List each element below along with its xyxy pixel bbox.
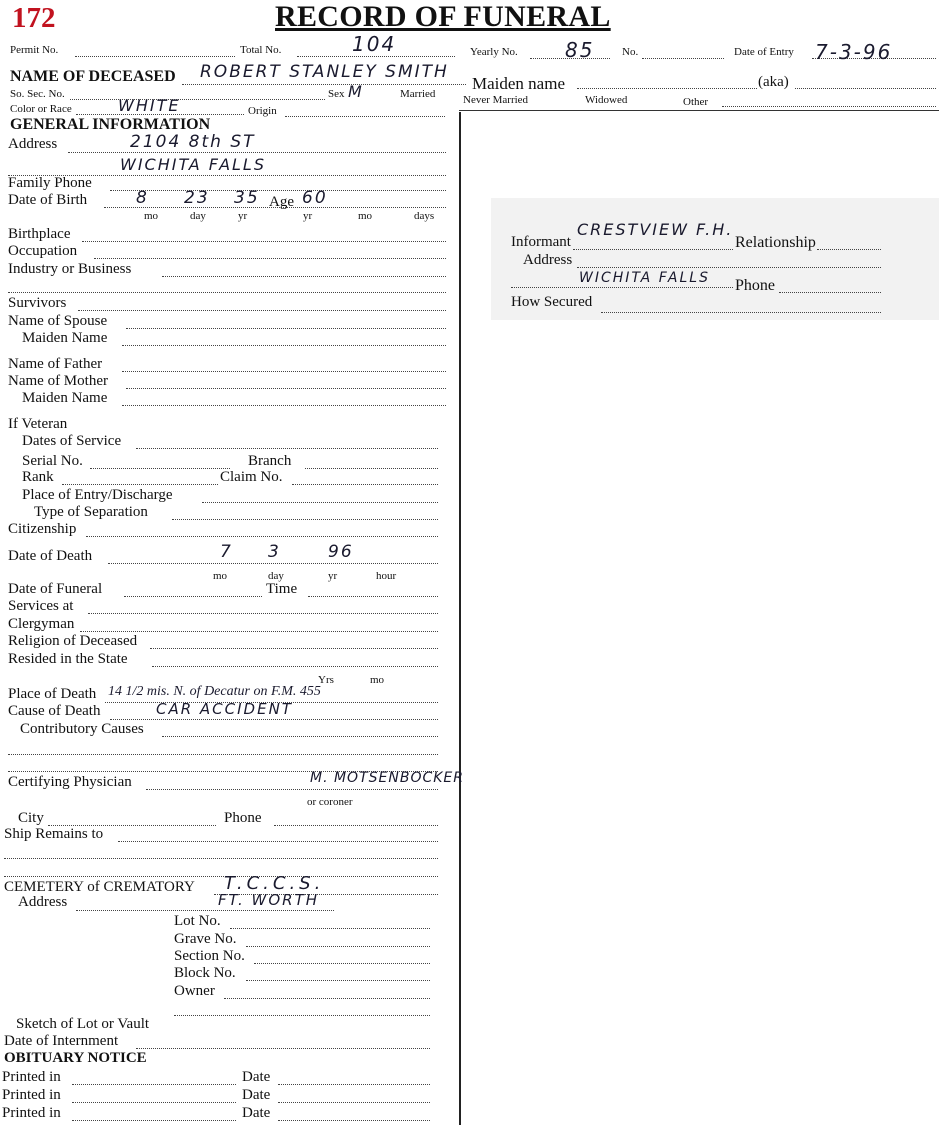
birthplace-line <box>82 241 446 242</box>
origin-label: Origin <box>248 105 277 117</box>
time-line <box>308 596 438 597</box>
record-number: 172 <box>12 2 56 34</box>
contributory-line <box>162 736 438 737</box>
unit-days: days <box>414 210 435 222</box>
industry-line <box>162 276 446 277</box>
occupation-line <box>94 258 446 259</box>
claim-label: Claim No. <box>220 469 283 485</box>
cemetery-value: T.C.C.S. <box>224 873 325 894</box>
grave-line <box>246 946 430 947</box>
internment-line <box>136 1048 430 1049</box>
yearly-label: Yearly No. <box>470 46 518 58</box>
phone-label: Phone <box>224 810 262 826</box>
dob-year: 35 <box>234 188 260 208</box>
rank-label: Rank <box>22 469 54 485</box>
dob-day: 23 <box>184 188 210 208</box>
unit-day: day <box>190 210 206 222</box>
mo-label: mo <box>370 674 385 686</box>
survivors-line <box>78 310 446 311</box>
owner-label: Owner <box>174 983 215 999</box>
yrs-label: Yrs <box>318 674 334 686</box>
how-secured-line <box>601 312 881 313</box>
father-line <box>122 371 446 372</box>
yearly-value: 85 <box>565 38 595 62</box>
spouse-line <box>126 328 446 329</box>
entry-discharge-label: Place of Entry/Discharge <box>22 487 173 503</box>
race-value: WHITE <box>118 96 181 115</box>
total-value: 104 <box>352 32 397 56</box>
general-heading: GENERAL INFORMATION <box>10 116 211 133</box>
unit-mo2: mo <box>358 210 373 222</box>
printed-date-label-1: Date <box>242 1069 271 1085</box>
coroner-label: or coroner <box>307 796 353 808</box>
separation-line <box>172 519 438 520</box>
name-value: ROBERT STANLEY SMITH <box>200 62 449 82</box>
contributory-label: Contributory Causes <box>20 721 144 737</box>
ship-remains-label: Ship Remains to <box>4 826 104 842</box>
cause-label: Cause of Death <box>8 703 101 719</box>
ssn-label: So. Sec. No. <box>10 88 65 100</box>
physician-label: Certifying Physician <box>8 774 132 790</box>
lot-line <box>230 928 430 929</box>
printed-in-line-3 <box>72 1120 236 1121</box>
mother-line <box>126 388 446 389</box>
ship-remains-line <box>118 841 438 842</box>
claim-line <box>292 484 438 485</box>
sex-label: Sex <box>328 88 345 100</box>
section-line <box>254 963 430 964</box>
total-label: Total No. <box>240 44 282 56</box>
printed-in-line-1 <box>72 1084 236 1085</box>
time-label: Time <box>266 581 298 597</box>
maiden-name-label: Maiden name <box>472 74 565 93</box>
printed-date-line-1 <box>278 1084 430 1085</box>
informant-address-label: Address <box>523 252 573 268</box>
services-label: Services at <box>8 598 74 614</box>
father-label: Name of Father <box>8 356 103 372</box>
serial-label: Serial No. <box>22 453 83 469</box>
printed-date-label-3: Date <box>242 1105 271 1121</box>
cemetery-address-label: Address <box>18 894 68 910</box>
never-married-label: Never Married <box>463 94 529 106</box>
city-label: City <box>18 810 44 826</box>
dod-line <box>108 563 438 564</box>
age-label: Age <box>269 194 294 210</box>
industry-label: Industry or Business <box>8 261 132 277</box>
religion-label: Religion of Deceased <box>8 633 138 649</box>
cemetery-address-line <box>76 910 334 911</box>
sex-value: M <box>348 82 364 101</box>
cemetery-address-value: FT. WORTH <box>218 891 320 909</box>
name-label: NAME OF DECEASED <box>10 68 176 85</box>
entry-value: 7-3-96 <box>815 40 893 64</box>
dod-day: 3 <box>268 542 281 562</box>
contributory-line2 <box>8 754 438 755</box>
aka-line <box>795 88 936 89</box>
married-label: Married <box>400 88 436 100</box>
service-label: Dates of Service <box>22 433 122 449</box>
obituary-heading: OBITUARY NOTICE <box>4 1050 147 1066</box>
funeral-date-label: Date of Funeral <box>8 581 103 597</box>
survivors-label: Survivors <box>8 295 67 311</box>
dod-unit-yr: yr <box>328 570 338 582</box>
entry-label: Date of Entry <box>734 46 794 58</box>
ship-remains-line3 <box>4 876 438 877</box>
address-line1 <box>68 152 446 153</box>
grave-label: Grave No. <box>174 931 237 947</box>
printed-in-label-1: Printed in <box>2 1069 61 1085</box>
relationship-label: Relationship <box>735 234 816 251</box>
services-line <box>88 613 438 614</box>
funeral-date-line <box>124 596 262 597</box>
spouse-maiden-label: Maiden Name <box>22 330 108 346</box>
address-value-2: WICHITA FALLS <box>120 155 266 174</box>
mother-maiden-label: Maiden Name <box>22 390 108 406</box>
industry-line2 <box>8 292 446 293</box>
aka-label: (aka) <box>758 74 789 90</box>
lot-label: Lot No. <box>174 913 221 929</box>
sketch-label: Sketch of Lot or Vault <box>16 1016 150 1032</box>
dod-unit-mo: mo <box>213 570 228 582</box>
resided-label: Resided in the State <box>8 651 128 667</box>
informant-address-line2 <box>511 287 733 288</box>
section-label: Section No. <box>174 948 245 964</box>
internment-label: Date of Internment <box>4 1033 119 1049</box>
printed-date-line-3 <box>278 1120 430 1121</box>
block-label: Block No. <box>174 965 236 981</box>
informant-address-line <box>577 267 881 268</box>
informant-value: CRESTVIEW F.H. <box>577 220 734 239</box>
mother-label: Name of Mother <box>8 373 108 389</box>
informant-phone-label: Phone <box>735 277 775 294</box>
origin-line <box>285 116 445 117</box>
occupation-label: Occupation <box>8 243 78 259</box>
printed-in-label-2: Printed in <box>2 1087 61 1103</box>
resided-line <box>152 666 438 667</box>
printed-in-label-3: Printed in <box>2 1105 61 1121</box>
physician-line <box>146 789 438 790</box>
owner-line <box>224 998 430 999</box>
printed-date-line-2 <box>278 1102 430 1103</box>
citizenship-line <box>86 536 438 537</box>
unit-yr2: yr <box>303 210 313 222</box>
how-secured-label: How Secured <box>511 294 593 310</box>
unit-mo: mo <box>144 210 159 222</box>
other-label: Other <box>683 96 709 108</box>
rank-line <box>62 484 218 485</box>
family-phone-line <box>110 190 446 191</box>
informant-line <box>573 249 733 250</box>
maiden-line <box>577 88 757 89</box>
other-line <box>722 106 936 107</box>
mother-maiden-line <box>122 405 446 406</box>
dod-unit-hour: hour <box>376 570 397 582</box>
dod-month: 7 <box>220 542 233 562</box>
spouse-maiden-line <box>122 345 446 346</box>
owner-line2 <box>174 1015 430 1016</box>
relationship-line <box>817 249 881 250</box>
family-phone-label: Family Phone <box>8 175 92 191</box>
citizenship-label: Citizenship <box>8 521 77 537</box>
place-of-death-label: Place of Death <box>8 686 97 702</box>
ssn-line <box>70 99 325 100</box>
place-of-death-value: 14 1/2 mis. N. of Decatur on F.M. 455 <box>108 684 321 699</box>
dod-label: Date of Death <box>8 548 93 564</box>
entry-discharge-line <box>202 502 438 503</box>
branch-line <box>305 468 438 469</box>
dob-month: 8 <box>136 188 149 208</box>
cemetery-label: CEMETERY of CREMATORY <box>4 879 195 895</box>
name-line <box>182 84 466 85</box>
dob-label: Date of Birth <box>8 192 88 208</box>
informant-label: Informant <box>511 234 571 250</box>
unit-yr: yr <box>238 210 248 222</box>
printed-date-label-2: Date <box>242 1087 271 1103</box>
no-label: No. <box>622 46 639 58</box>
serial-line <box>90 468 230 469</box>
dod-unit-day: day <box>268 570 284 582</box>
form-title: RECORD OF FUNERAL <box>275 0 611 33</box>
address-label: Address <box>8 136 58 152</box>
cause-value: CAR ACCIDENT <box>156 700 293 718</box>
total-line <box>297 56 455 57</box>
permit-line <box>75 56 235 57</box>
panel-divider <box>459 112 461 1125</box>
service-line <box>136 448 438 449</box>
clergyman-label: Clergyman <box>8 616 75 632</box>
race-label: Color or Race <box>10 103 72 115</box>
permit-label: Permit No. <box>10 44 59 56</box>
birthplace-label: Birthplace <box>8 226 71 242</box>
age-value: 60 <box>302 188 328 208</box>
phone-line <box>274 825 438 826</box>
separation-label: Type of Separation <box>34 504 148 520</box>
religion-line <box>150 648 438 649</box>
informant-phone-line <box>779 292 881 293</box>
branch-label: Branch <box>248 453 292 469</box>
block-line <box>246 980 430 981</box>
address-value-1: 2104 8th ST <box>130 132 256 152</box>
informant-address-value: WICHITA FALLS <box>579 270 710 286</box>
ship-remains-line2 <box>4 858 438 859</box>
informant-panel <box>491 198 939 320</box>
widowed-label: Widowed <box>585 94 628 106</box>
veteran-label: If Veteran <box>8 416 68 432</box>
dod-year: 96 <box>328 542 354 562</box>
panel-top-border <box>459 110 939 111</box>
clergyman-line <box>80 631 438 632</box>
printed-in-line-2 <box>72 1102 236 1103</box>
cause-line <box>110 719 438 720</box>
physician-value: M. MOTSENBOCKER <box>310 770 464 786</box>
no-line <box>642 58 724 59</box>
spouse-label: Name of Spouse <box>8 313 108 329</box>
